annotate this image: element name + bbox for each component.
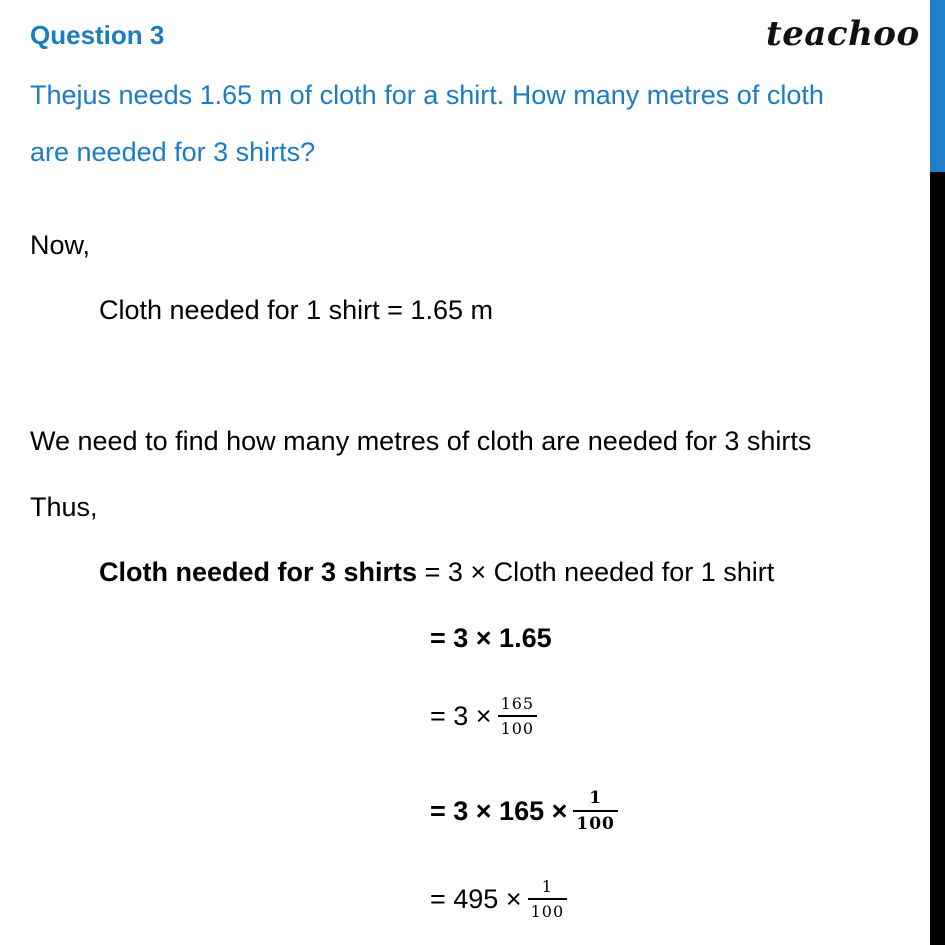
step-3	[430, 790, 618, 833]
find-statement: We need to find how many metres of cloth are needed for 3 shirts	[30, 426, 812, 456]
step-0-rest: = 3 × Cloth needed for 1 shirt	[417, 557, 775, 587]
given-statement: Cloth needed for 1 shirt = 1.65 m	[99, 295, 493, 325]
step-3-numerator: 1	[589, 788, 603, 808]
scrollbar-thumb[interactable]	[930, 0, 945, 172]
question-title: Question 3	[30, 20, 165, 50]
step-2	[430, 696, 537, 737]
step-0-bold: Cloth needed for 3 shirts	[99, 557, 418, 587]
step-4-prefix: = 495 ×	[430, 883, 522, 914]
step-2-prefix: = 3 ×	[430, 700, 492, 731]
step-0	[99, 557, 774, 588]
step-1: = 3 × 1.65	[430, 623, 552, 653]
step-2-fraction	[498, 696, 538, 737]
teachoo-logo: teachoo	[766, 14, 920, 54]
step-4-fraction	[528, 879, 568, 920]
step-3-fraction	[573, 790, 618, 833]
step-4-numerator: 1	[541, 877, 553, 896]
step-4-denominator: 100	[530, 901, 565, 921]
step-2-numerator: 165	[500, 694, 535, 713]
question-text-line-1: Thejus needs 1.65 m of cloth for a shirt. How many metres of cloth	[30, 80, 824, 110]
thus-label: Thus,	[30, 492, 98, 522]
step-3-prefix: = 3 × 165 ×	[430, 796, 568, 826]
question-text-line-2: are needed for 3 shirts?	[30, 137, 316, 167]
now-label: Now,	[30, 230, 91, 260]
step-2-denominator: 100	[500, 718, 535, 738]
step-4	[430, 879, 567, 920]
step-3-denominator: 100	[576, 814, 615, 834]
